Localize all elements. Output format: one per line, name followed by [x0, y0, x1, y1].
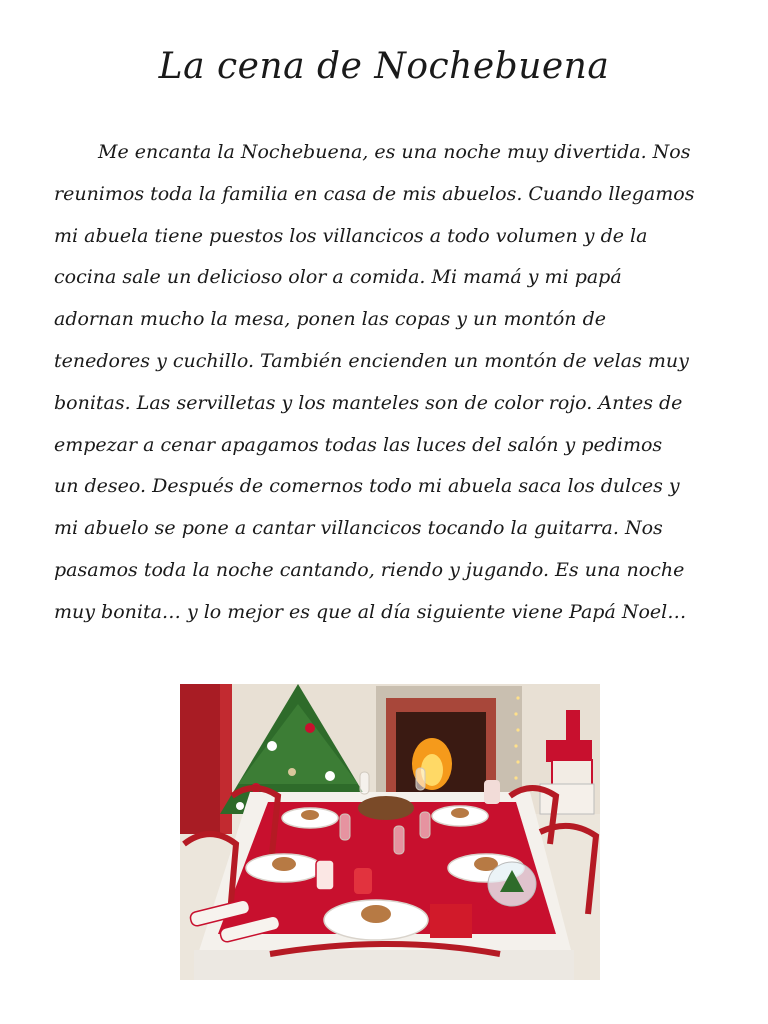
christmas-dinner-photo — [180, 684, 600, 980]
christmas-table-illustration — [180, 684, 600, 980]
centerpiece-cake — [358, 796, 414, 820]
text-line: tenedores y cuchillo. También encienden un montón de velas muy — [54, 349, 689, 372]
fireplace — [376, 686, 522, 798]
text-line: un deseo. Después de comernos todo mi abuela saca los dulces y — [54, 475, 680, 498]
text-line: muy bonita… y lo mejor es que al día siguiente viene Papá Noel… — [54, 600, 687, 623]
snow-globe — [486, 862, 538, 912]
red-napkin — [430, 904, 472, 938]
text-line: mi abuela tiene puestos los villancicos a todo volumen y de la — [54, 224, 648, 247]
text-line: pasamos toda la noche cantando, riendo y jugando. Es una noche — [54, 558, 685, 581]
story-paragraph — [54, 132, 720, 634]
text-line: bonitas. Las servilletas y los manteles son de color rojo. Antes de — [54, 391, 683, 414]
text-line: mi abuelo se pone a cantar villancicos tocando la guitarra. Nos — [54, 517, 663, 540]
page-title: La cena de Nochebuena — [158, 46, 610, 87]
text-line: empezar a cenar apagamos todas las luces del salón y pedimos — [54, 433, 663, 456]
text-line: reunimos toda la familia en casa de mis abuelos. Cuando llegamos — [54, 182, 695, 205]
text-line: cocina sale un delicioso olor a comida. Mi mamá y mi papá — [54, 266, 622, 289]
text-line: Me encanta la Nochebuena, es una noche muy divertida. Nos — [98, 141, 691, 163]
text-line: adornan mucho la mesa, ponen las copas y un montón de — [54, 308, 606, 331]
